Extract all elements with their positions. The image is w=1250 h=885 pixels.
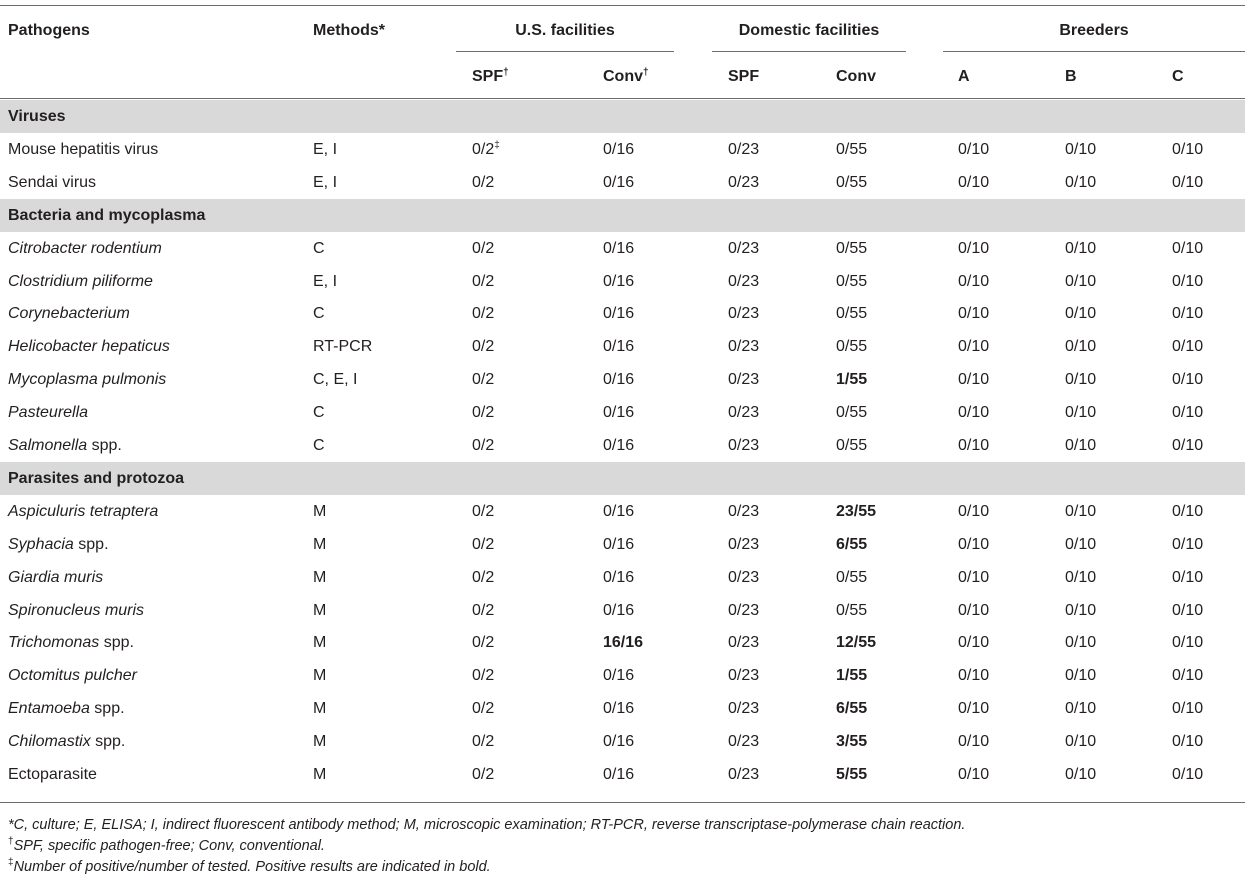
cell-method: M — [313, 667, 327, 685]
pathogen-name: Ectoparasite — [8, 766, 97, 783]
table-row — [0, 232, 1245, 265]
cell-b: 0/10 — [1065, 338, 1097, 356]
table-row — [0, 330, 1245, 363]
cell-method: M — [313, 700, 327, 718]
cell-b: 0/10 — [1065, 272, 1097, 290]
cell-a: 0/10 — [958, 239, 990, 257]
cell-us-conv: 0/16 — [603, 173, 635, 191]
cell-b: 0/10 — [1065, 239, 1097, 257]
cell-us-spf: 0/2 — [472, 601, 495, 619]
cell-dom-spf: 0/23 — [728, 634, 760, 652]
cell-c: 0/10 — [1172, 305, 1204, 323]
cell-dom-spf: 0/23 — [728, 404, 760, 422]
cell-a: 0/10 — [958, 404, 990, 422]
cell-dom-conv: 0/55 — [836, 437, 868, 454]
cell-b: 0/10 — [1065, 140, 1097, 158]
cell-b: 0/10 — [1065, 437, 1097, 454]
cell-dom-conv: 0/55 — [836, 568, 868, 586]
cell-c: 0/10 — [1172, 568, 1204, 586]
cell-dom-conv: 3/55 — [836, 733, 868, 751]
cell-dom-spf: 0/23 — [728, 173, 760, 191]
cell-us-conv: 16/16 — [603, 634, 644, 652]
cell-c: 0/10 — [1172, 634, 1204, 652]
cell-c: 0/10 — [1172, 404, 1204, 422]
cell-dom-conv: 0/55 — [836, 338, 868, 356]
header-methods: Methods* — [313, 22, 385, 39]
cell-b: 0/10 — [1065, 371, 1097, 389]
cell-c: 0/10 — [1172, 338, 1204, 356]
cell-us-spf: 0/2 — [472, 535, 495, 553]
table-row — [0, 495, 1245, 528]
cell-dom-conv: 12/55 — [836, 634, 877, 652]
cell-c: 0/10 — [1172, 239, 1204, 257]
header-us-spf: SPF† — [472, 67, 509, 85]
cell-us-spf: 0/2 — [472, 733, 495, 751]
cell-us-conv: 0/16 — [603, 502, 635, 520]
cell-us-conv: 0/16 — [603, 272, 635, 290]
cell-us-conv: 0/16 — [603, 601, 635, 619]
cell-c: 0/10 — [1172, 371, 1204, 389]
cell-dom-conv: 0/55 — [836, 601, 868, 619]
cell-method: M — [313, 568, 327, 586]
cell-method: M — [313, 502, 327, 520]
header-pathogens: Pathogens — [8, 22, 90, 39]
cell-c: 0/10 — [1172, 700, 1204, 718]
cell-a: 0/10 — [958, 173, 990, 191]
cell-dom-spf: 0/23 — [728, 140, 760, 158]
cell-us-spf: 0/2 — [472, 173, 495, 191]
footnote-abbrev: †SPF, specific pathogen-free; Conv, conventional. — [8, 836, 325, 854]
cell-dom-spf: 0/23 — [728, 601, 760, 619]
header-domestic-facilities: Domestic facilities — [738, 22, 880, 39]
cell-us-spf: 0/2 — [472, 272, 495, 290]
cell-us-spf: 0/2 — [472, 502, 495, 520]
cell-us-conv: 0/16 — [603, 535, 635, 553]
cell-us-conv: 0/16 — [603, 437, 635, 454]
cell-method: E, I — [313, 173, 338, 191]
pathogen-name: Sendai virus — [8, 173, 97, 191]
cell-c: 0/10 — [1172, 601, 1204, 619]
cell-c: 0/10 — [1172, 140, 1204, 158]
cell-a: 0/10 — [958, 535, 990, 553]
section-band — [0, 462, 1245, 495]
cell-dom-conv: 23/55 — [836, 502, 877, 520]
cell-us-spf: 0/2 — [472, 371, 495, 389]
breeders-group-rule — [943, 51, 1245, 52]
cell-dom-conv: 0/55 — [836, 404, 868, 422]
cell-method: C — [313, 305, 325, 323]
cell-dom-conv: 0/55 — [836, 305, 868, 323]
table-row — [0, 725, 1245, 758]
cell-dom-conv: 1/55 — [836, 371, 868, 389]
cell-method: M — [313, 601, 327, 619]
table-row — [0, 626, 1245, 659]
cell-a: 0/10 — [958, 437, 990, 454]
cell-method: C — [313, 239, 325, 257]
pathogen-name: Citrobacter rodentium — [8, 239, 162, 257]
cell-dom-spf: 0/23 — [728, 502, 760, 520]
cell-a: 0/10 — [958, 140, 990, 158]
header-breeder-a: A — [958, 68, 970, 85]
cell-a: 0/10 — [958, 305, 990, 323]
cell-us-spf: 0/2 — [472, 700, 495, 718]
cell-method: M — [313, 733, 327, 751]
table-row — [0, 363, 1245, 396]
cell-dom-spf: 0/23 — [728, 272, 760, 290]
footnote-positive: ‡Number of positive/number of tested. Positive results are indicated in bold. — [8, 857, 491, 875]
cell-us-conv: 0/16 — [603, 568, 635, 586]
pathogen-name: Corynebacterium — [8, 305, 130, 323]
cell-b: 0/10 — [1065, 667, 1097, 685]
cell-us-spf: 0/2 — [472, 766, 495, 783]
cell-b: 0/10 — [1065, 305, 1097, 323]
cell-us-conv: 0/16 — [603, 766, 635, 783]
footnote-methods: *C, culture; E, ELISA; I, indirect fluorescent antibody method; M, microscopic examination; RT-PCR, reverse transcriptase-polymerase chain reaction. — [8, 817, 966, 833]
cell-a: 0/10 — [958, 733, 990, 751]
header-us-conv: Conv† — [603, 67, 649, 85]
cell-us-conv: 0/16 — [603, 305, 635, 323]
cell-method: C, E, I — [313, 371, 358, 389]
cell-dom-conv: 0/55 — [836, 140, 868, 158]
cell-method: M — [313, 766, 327, 783]
cell-a: 0/10 — [958, 700, 990, 718]
cell-us-conv: 0/16 — [603, 140, 635, 158]
cell-c: 0/10 — [1172, 766, 1204, 783]
section-title: Parasites and protozoa — [8, 469, 185, 487]
cell-c: 0/10 — [1172, 535, 1204, 553]
cell-b: 0/10 — [1065, 502, 1097, 520]
table-row — [0, 166, 1245, 199]
cell-a: 0/10 — [958, 601, 990, 619]
pathogen-name: Mouse hepatitis virus — [8, 140, 159, 158]
cell-dom-conv: 6/55 — [836, 700, 868, 718]
pathogen-name: Octomitus pulcher — [8, 667, 137, 685]
cell-us-spf: 0/2 — [472, 338, 495, 356]
cell-a: 0/10 — [958, 667, 990, 685]
pathogen-name: Chilomastix spp. — [8, 733, 126, 751]
cell-a: 0/10 — [958, 371, 990, 389]
pathogen-name: Salmonella spp. — [8, 437, 122, 454]
pathogen-name: Clostridium piliforme — [8, 272, 153, 290]
pathogen-name: Giardia muris — [8, 568, 104, 586]
cell-us-conv: 0/16 — [603, 700, 635, 718]
table-row — [0, 561, 1245, 594]
cell-b: 0/10 — [1065, 404, 1097, 422]
table-row — [0, 758, 1245, 791]
cell-us-spf: 0/2 — [472, 305, 495, 323]
cell-c: 0/10 — [1172, 667, 1204, 685]
cell-c: 0/10 — [1172, 173, 1204, 191]
pathogen-name: Spironucleus muris — [8, 601, 145, 619]
cell-method: C — [313, 404, 325, 422]
cell-c: 0/10 — [1172, 733, 1204, 751]
cell-a: 0/10 — [958, 766, 990, 783]
pathogen-name: Helicobacter hepaticus — [8, 338, 170, 356]
pathogen-name: Syphacia spp. — [8, 535, 109, 553]
cell-dom-spf: 0/23 — [728, 667, 760, 685]
table-row — [0, 396, 1245, 429]
cell-us-spf: 0/2 — [472, 667, 495, 685]
cell-dom-conv: 0/55 — [836, 239, 868, 257]
header-bottom-rule — [0, 98, 1245, 99]
table-row — [0, 594, 1245, 627]
table-row — [0, 265, 1245, 298]
cell-us-spf: 0/2 — [472, 634, 495, 652]
cell-us-conv: 0/16 — [603, 404, 635, 422]
table-row — [0, 429, 1245, 462]
section-band — [0, 199, 1245, 232]
section-band — [0, 100, 1245, 133]
cell-b: 0/10 — [1065, 601, 1097, 619]
header-dom-conv: Conv — [836, 68, 876, 85]
cell-method: M — [313, 634, 327, 652]
table-row — [0, 297, 1245, 330]
table-row — [0, 528, 1245, 561]
cell-dom-conv: 0/55 — [836, 272, 868, 290]
cell-us-spf: 0/2 — [472, 568, 495, 586]
cell-dom-spf: 0/23 — [728, 700, 760, 718]
table-bottom-rule — [0, 802, 1245, 803]
header-breeders: Breeders — [1059, 22, 1129, 39]
cell-b: 0/10 — [1065, 568, 1097, 586]
cell-method: C — [313, 437, 325, 454]
cell-a: 0/10 — [958, 634, 990, 652]
table-top-rule — [0, 5, 1245, 6]
section-title: Bacteria and mycoplasma — [8, 206, 206, 224]
table-row — [0, 692, 1245, 725]
header-us-facilities: U.S. facilities — [515, 22, 615, 39]
cell-method: E, I — [313, 140, 338, 158]
cell-b: 0/10 — [1065, 700, 1097, 718]
pathogen-name: Pasteurella — [8, 404, 89, 422]
cell-us-conv: 0/16 — [603, 239, 635, 257]
cell-us-spf: 0/2 — [472, 437, 495, 454]
us-group-rule — [456, 51, 674, 52]
cell-us-spf: 0/2‡ — [472, 139, 500, 158]
table-row — [0, 659, 1245, 692]
header-breeder-c: C — [1172, 68, 1184, 85]
cell-dom-conv: 0/55 — [836, 173, 868, 191]
cell-b: 0/10 — [1065, 733, 1097, 751]
cell-dom-spf: 0/23 — [728, 568, 760, 586]
cell-dom-spf: 0/23 — [728, 305, 760, 323]
cell-b: 0/10 — [1065, 535, 1097, 553]
cell-b: 0/10 — [1065, 634, 1097, 652]
footnotes — [8, 815, 965, 878]
cell-us-conv: 0/16 — [603, 667, 635, 685]
cell-b: 0/10 — [1065, 173, 1097, 191]
pathogen-name: Mycoplasma pulmonis — [8, 371, 167, 389]
cell-dom-spf: 0/23 — [728, 239, 760, 257]
cell-c: 0/10 — [1172, 437, 1204, 454]
cell-dom-spf: 0/23 — [728, 535, 760, 553]
cell-method: E, I — [313, 272, 338, 290]
section-title: Viruses — [8, 108, 66, 125]
cell-dom-spf: 0/23 — [728, 437, 760, 454]
cell-b: 0/10 — [1065, 766, 1097, 783]
cell-dom-spf: 0/23 — [728, 371, 760, 389]
pathogen-name: Aspiculuris tetraptera — [8, 502, 159, 520]
cell-dom-conv: 6/55 — [836, 535, 868, 553]
cell-dom-conv: 1/55 — [836, 667, 868, 685]
cell-dom-conv: 5/55 — [836, 766, 868, 783]
pathogen-name: Trichomonas spp. — [8, 634, 134, 652]
table-row — [0, 133, 1245, 166]
cell-us-conv: 0/16 — [603, 733, 635, 751]
cell-c: 0/10 — [1172, 272, 1204, 290]
cell-method: RT-PCR — [313, 338, 373, 356]
header-dom-spf: SPF — [728, 68, 760, 85]
domestic-group-rule — [712, 51, 906, 52]
cell-a: 0/10 — [958, 502, 990, 520]
cell-us-conv: 0/16 — [603, 371, 635, 389]
cell-a: 0/10 — [958, 338, 990, 356]
cell-a: 0/10 — [958, 568, 990, 586]
cell-a: 0/10 — [958, 272, 990, 290]
cell-dom-spf: 0/23 — [728, 733, 760, 751]
cell-us-conv: 0/16 — [603, 338, 635, 356]
cell-dom-spf: 0/23 — [728, 766, 760, 783]
pathogen-name: Entamoeba spp. — [8, 700, 125, 718]
header-breeder-b: B — [1065, 68, 1077, 85]
cell-method: M — [313, 535, 327, 553]
cell-us-spf: 0/2 — [472, 404, 495, 422]
cell-us-spf: 0/2 — [472, 239, 495, 257]
cell-c: 0/10 — [1172, 502, 1204, 520]
cell-dom-spf: 0/23 — [728, 338, 760, 356]
